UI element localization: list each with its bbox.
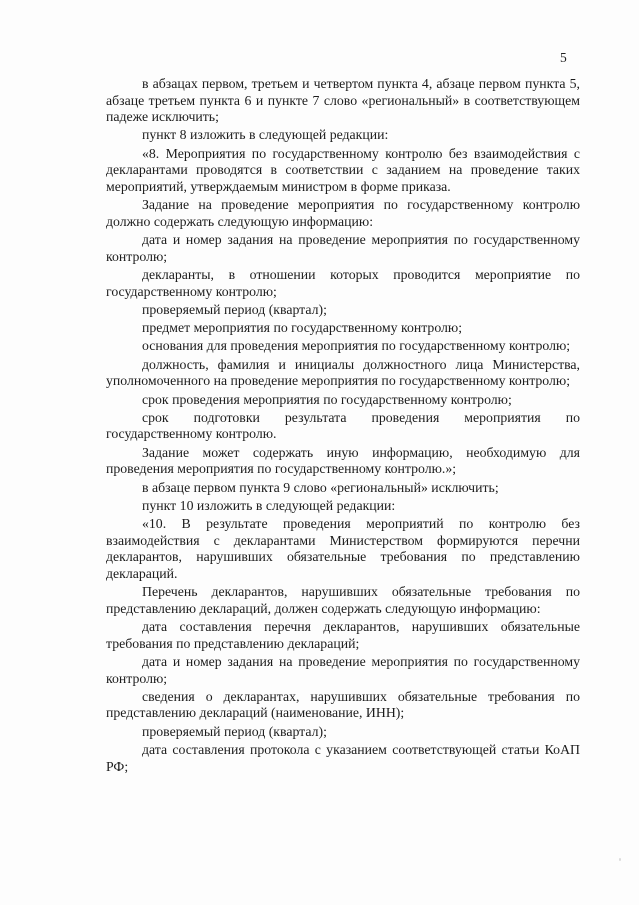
list-item-official: должность, фамилия и инициалы должностного лица Министерства, уполномоченного на проведение мероприятия по государственному контролю;	[106, 356, 580, 389]
paragraph-point-9-amend: в абзаце первом пункта 9 слово «региональный» исключить;	[142, 479, 499, 495]
list-item-subject: предмет мероприятия по государственному контролю;	[142, 320, 463, 336]
paragraph-point-10-text: «10. В результате проведения мероприятий по контролю без взаимодействия с декларантами Министерством формируются перечни декларантов, нарушивших обязательные требования по представлению деклараций.	[106, 516, 580, 581]
list-item-grounds: основания для проведения мероприятия по государственному контролю;	[142, 338, 571, 354]
list-item-declarants: декларанты, в отношении которых проводится мероприятие по государственному контролю;	[106, 266, 580, 299]
list-item-declarant-details: сведения о декларантах, нарушивших обязательные требования по представлению деклараций (наименование, ИНН);	[106, 688, 580, 721]
paragraph-amend-regional-word: в абзацах первом, третьем и четвертом пункта 4, абзаце первом пункта 5, абзаце третьем пункта 6 и пункте 7 слово «региональный» в соответствующем падеже исключить;	[106, 76, 580, 125]
list-item-checked-period: проверяемый период (квартал);	[142, 301, 327, 317]
paragraph-point-8-text: «8. Мероприятия по государственному контролю без взаимодействия с декларантами проводятся в соответствии с заданием на проведение таких мероприятий, утверждаемым министром в форме приказа.	[106, 145, 580, 194]
paragraph-point-8-intro: пункт 8 изложить в следующей редакции:	[142, 127, 389, 143]
paragraph-task-other-info: Задание может содержать иную информацию, необходимую для проведения мероприятия по государственному контролю.»;	[106, 444, 580, 477]
list-item-protocol-date: дата составления протокола с указанием соответствующей статьи КоАП РФ;	[106, 742, 580, 774]
document-body	[106, 76, 580, 775]
list-item-term: срок проведения мероприятия по государственному контролю;	[142, 391, 512, 407]
list-item-task-date-number: дата и номер задания на проведение мероприятия по государственному контролю;	[106, 232, 580, 264]
list-item-result-term: срок подготовки результата проведения мероприятия по государственному контролю.	[106, 409, 580, 442]
page-number: 5	[560, 50, 567, 65]
paragraph-task-content-intro: Задание на проведение мероприятия по государственному контролю должно содержать следующую информацию:	[106, 197, 580, 229]
list-item-checked-period-2: проверяемый период (квартал);	[142, 723, 327, 739]
scan-artifact	[619, 858, 621, 861]
paragraph-point-10-intro: пункт 10 изложить в следующей редакции:	[142, 497, 396, 513]
list-item-list-date: дата составления перечня декларантов, нарушивших обязательные требования по представлению деклараций;	[106, 619, 580, 651]
paragraph-list-content-intro: Перечень декларантов, нарушивших обязательные требования по представлению деклараций, должен содержать следующую информацию:	[106, 584, 580, 616]
list-item-task-date-number-2: дата и номер задания на проведение мероприятия по государственному контролю;	[106, 653, 580, 686]
